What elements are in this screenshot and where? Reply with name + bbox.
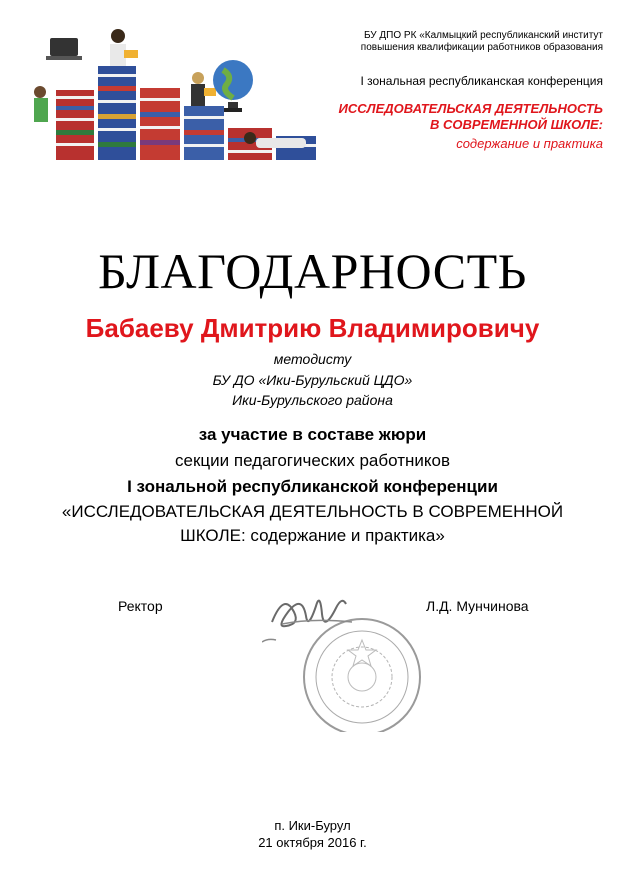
recipient-organization: БУ ДО «Ики-Бурульский ЦДО» (212, 372, 413, 388)
conference-name: I зональная республиканская конференция (360, 74, 603, 88)
theme-line-2: В СОВРЕМЕННОЙ ШКОЛЕ: (430, 117, 603, 132)
conference-theme-subtitle: содержание и практика (456, 136, 603, 151)
institution-name (361, 30, 603, 54)
certificate-title: БЛАГОДАРНОСТЬ (98, 243, 527, 299)
award-section: секции педагогических работников (175, 451, 450, 470)
students-on-books-illustration (28, 18, 328, 168)
handwritten-signature (262, 601, 352, 642)
place: п. Ики-Бурул (274, 818, 351, 833)
official-seal-stamp (262, 582, 442, 732)
date: 21 октября 2016 г. (258, 835, 367, 850)
signer-name: Л.Д. Мунчинова (426, 598, 529, 614)
recipient-position: методисту (273, 351, 352, 367)
recipient-district: Ики-Бурульского района (232, 392, 393, 408)
award-conference: I зональной республиканской конференции (127, 477, 498, 496)
recipient-name: Бабаеву Дмитрию Владимировичу (85, 313, 540, 343)
award-theme-line-2: ШКОЛЕ: содержание и практика» (180, 526, 445, 545)
institution-line-2: повышения квалификации работников образования (360, 42, 603, 53)
award-theme-line-1: «ИССЛЕДОВАТЕЛЬСКАЯ ДЕЯТЕЛЬНОСТЬ В СОВРЕМЕННОЙ (61, 502, 564, 521)
award-reason: за участие в составе жюри (198, 425, 427, 444)
signer-role: Ректор (118, 598, 163, 614)
institution-line-1: БУ ДПО РК «Калмыцкий республиканский институт (363, 30, 603, 41)
conference-theme (339, 101, 603, 133)
theme-line-1: ИССЛЕДОВАТЕЛЬСКАЯ ДЕЯТЕЛЬНОСТЬ (338, 101, 603, 116)
